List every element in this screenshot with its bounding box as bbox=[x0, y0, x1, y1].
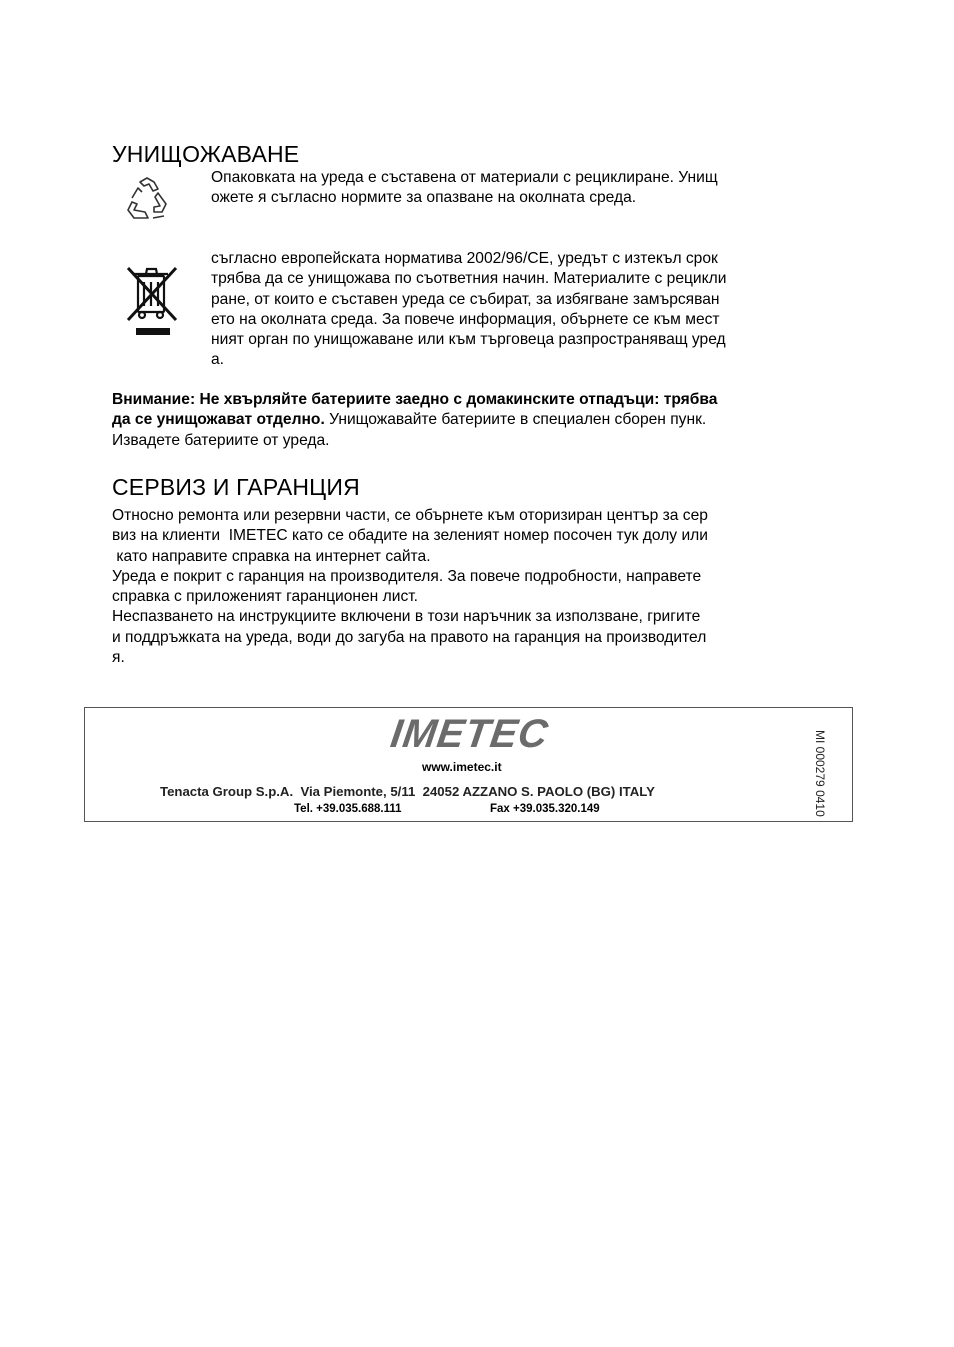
warning-bold-text: да се унищожават отделно. bbox=[112, 411, 325, 429]
warning-text: Извадете батериите от уреда. bbox=[112, 431, 330, 449]
phone-text: Tel. +39.035.688.111 bbox=[294, 803, 402, 815]
warning-bold-text: Внимание: Не хвърляйте батериите заедно с домакинските отпадъци: трябва bbox=[112, 391, 718, 408]
battery-warning bbox=[112, 390, 717, 451]
text-line: като направите справка на интернет сайта. bbox=[112, 547, 431, 565]
text-line: и поддръжката на уреда, води до загуба на правото на гаранция на производител bbox=[112, 628, 707, 646]
service-paragraph bbox=[112, 506, 708, 668]
text-line: Опаковката на уреда е съставена от материали с рециклиране. Унищ bbox=[211, 169, 718, 186]
warning-text: Унищожавайте батериите в специален сборен пунк. bbox=[324, 411, 707, 429]
text-line: ето на околната среда. За повече информация, обърнете се към мест bbox=[211, 310, 720, 328]
text-line: ният орган по унищожаване или към търговеца разпространяващ уред bbox=[211, 331, 726, 349]
imetec-logo: IMETEC bbox=[387, 712, 552, 756]
text-line: трябва да се унищожава по съответния начин. Материалите с рецикли bbox=[211, 270, 727, 288]
recycle-icon bbox=[120, 174, 174, 224]
text-line: Неспазването на инструкциите включени в този наръчник за използване, григите bbox=[112, 608, 701, 626]
document-code bbox=[813, 730, 826, 817]
text-line: я. bbox=[112, 649, 125, 667]
packaging-paragraph bbox=[211, 168, 718, 209]
website-text: www.imetec.it bbox=[422, 760, 502, 774]
text-line: ожете я съгласно нормите за опазване на околната среда. bbox=[211, 189, 637, 207]
text-line: справка с приложеният гаранционен лист. bbox=[112, 588, 418, 606]
code-line: 0410 bbox=[813, 790, 827, 817]
text-line: съгласно европейската нормативa 2002/96/CE, уредът с изтекъл срок bbox=[211, 250, 718, 267]
disposal-heading: УНИЩОЖАВАНЕ bbox=[112, 141, 300, 167]
text-line: а. bbox=[211, 351, 225, 369]
text-line: Уреда е покрит с гаранция на производителя. За повече подробности, направете bbox=[112, 567, 702, 585]
address-text: Tenacta Group S.p.A. Via Piemonte, 5/11 24052 AZZANO S. PAOLO (BG) ITALY bbox=[160, 784, 655, 799]
fax-text: Fax +39.035.320.149 bbox=[490, 803, 600, 815]
service-heading: СЕРВИЗ И ГАРАНЦИЯ bbox=[112, 474, 360, 500]
weee-paragraph bbox=[211, 249, 726, 371]
text-line: ране, от които е съставен уреда се събират, за избягване замърсяван bbox=[211, 290, 720, 308]
code-line: MI 000279 bbox=[813, 730, 827, 787]
crossed-bin-icon bbox=[122, 262, 182, 338]
text-line: виз на клиенти IMETEC като се обадите на зеленият номер посочен тук долу или bbox=[112, 527, 708, 545]
text-line: Относно ремонта или резервни части, се обърнете към оторизиран център за сер bbox=[112, 507, 708, 524]
company-footer bbox=[84, 707, 853, 822]
